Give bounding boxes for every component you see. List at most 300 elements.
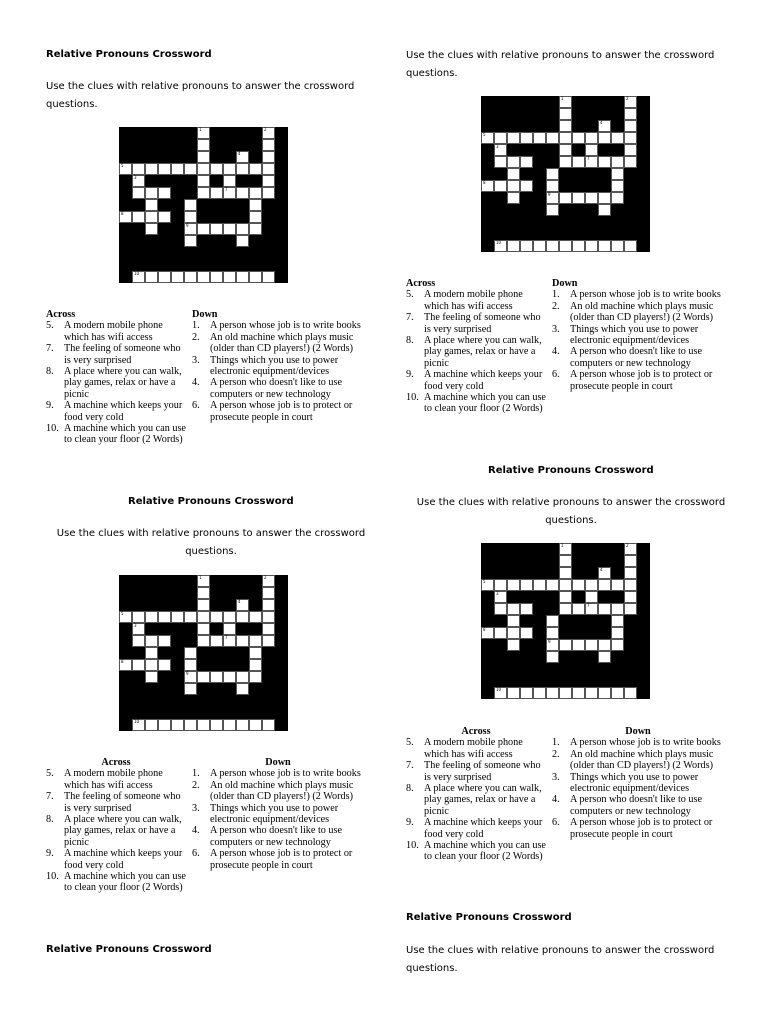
black-square	[481, 216, 494, 228]
answer-square[interactable]	[598, 156, 611, 168]
answer-square[interactable]	[533, 579, 546, 591]
answer-square[interactable]	[132, 719, 145, 731]
answer-square[interactable]	[481, 180, 494, 192]
answer-square[interactable]	[236, 235, 249, 247]
answer-square[interactable]	[184, 611, 197, 623]
black-square	[119, 623, 132, 635]
answer-square[interactable]	[262, 139, 275, 151]
answer-square[interactable]	[507, 192, 520, 204]
answer-square[interactable]	[559, 192, 572, 204]
answer-square[interactable]	[249, 659, 262, 671]
answer-square[interactable]	[197, 151, 210, 163]
answer-square[interactable]	[585, 687, 598, 699]
answer-square[interactable]	[494, 579, 507, 591]
answer-square[interactable]	[171, 719, 184, 731]
answer-square[interactable]	[223, 223, 236, 235]
black-square	[507, 543, 520, 555]
black-square	[507, 228, 520, 240]
answer-square[interactable]	[223, 187, 236, 199]
answer-square[interactable]	[559, 603, 572, 615]
black-square	[210, 587, 223, 599]
answer-square[interactable]	[171, 163, 184, 175]
answer-square[interactable]	[520, 156, 533, 168]
answer-square[interactable]	[262, 271, 275, 283]
answer-square[interactable]	[223, 635, 236, 647]
answer-square[interactable]	[119, 163, 132, 175]
answer-square[interactable]	[236, 719, 249, 731]
answer-square[interactable]	[520, 687, 533, 699]
answer-square[interactable]	[585, 192, 598, 204]
answer-square[interactable]	[585, 132, 598, 144]
answer-square[interactable]	[507, 180, 520, 192]
answer-square[interactable]	[585, 639, 598, 651]
answer-square[interactable]	[546, 651, 559, 663]
answer-square[interactable]	[145, 647, 158, 659]
answer-square[interactable]	[132, 175, 145, 187]
answer-square[interactable]	[598, 579, 611, 591]
clue-number: 3	[134, 175, 137, 180]
answer-square[interactable]	[494, 627, 507, 639]
answer-square[interactable]	[624, 144, 637, 156]
answer-square[interactable]	[145, 187, 158, 199]
black-square	[275, 659, 288, 671]
answer-square[interactable]	[249, 223, 262, 235]
answer-square[interactable]	[624, 132, 637, 144]
answer-square[interactable]	[184, 199, 197, 211]
answer-square[interactable]	[507, 627, 520, 639]
answer-square[interactable]	[572, 579, 585, 591]
answer-square[interactable]	[236, 635, 249, 647]
clue-text: Things which you use to power electronic equipment/devices	[570, 771, 699, 795]
answer-square[interactable]	[494, 180, 507, 192]
answer-square[interactable]	[249, 187, 262, 199]
answer-square[interactable]	[559, 132, 572, 144]
answer-square[interactable]	[249, 163, 262, 175]
answer-square[interactable]	[158, 271, 171, 283]
answer-square[interactable]	[572, 192, 585, 204]
answer-square[interactable]	[249, 211, 262, 223]
answer-square[interactable]	[507, 603, 520, 615]
black-square	[158, 671, 171, 683]
answer-square[interactable]	[559, 543, 572, 555]
answer-square[interactable]	[119, 659, 132, 671]
answer-square[interactable]	[494, 240, 507, 252]
answer-square[interactable]	[184, 271, 197, 283]
answer-square[interactable]	[533, 687, 546, 699]
answer-square[interactable]	[520, 180, 533, 192]
answer-square[interactable]	[262, 187, 275, 199]
answer-square[interactable]	[494, 603, 507, 615]
answer-square[interactable]	[132, 211, 145, 223]
black-square	[533, 567, 546, 579]
answer-square[interactable]	[585, 240, 598, 252]
black-square	[158, 623, 171, 635]
clue-number: 8	[121, 659, 124, 664]
answer-square[interactable]	[158, 211, 171, 223]
answer-square[interactable]	[145, 611, 158, 623]
answer-square[interactable]	[507, 687, 520, 699]
answer-square[interactable]	[132, 187, 145, 199]
answer-square[interactable]	[262, 611, 275, 623]
answer-square[interactable]	[145, 223, 158, 235]
answer-square[interactable]	[249, 611, 262, 623]
answer-square[interactable]	[624, 96, 637, 108]
black-square	[494, 639, 507, 651]
answer-square[interactable]	[507, 132, 520, 144]
black-square	[611, 204, 624, 216]
answer-square[interactable]	[624, 240, 637, 252]
black-square	[559, 180, 572, 192]
answer-square[interactable]	[611, 168, 624, 180]
answer-square[interactable]	[184, 719, 197, 731]
answer-square[interactable]	[507, 579, 520, 591]
answer-square[interactable]	[520, 579, 533, 591]
answer-square[interactable]	[132, 659, 145, 671]
answer-square[interactable]	[236, 187, 249, 199]
answer-square[interactable]	[197, 127, 210, 139]
answer-square[interactable]	[262, 635, 275, 647]
clue-number: 5	[121, 611, 124, 616]
answer-square[interactable]	[533, 132, 546, 144]
answer-square[interactable]	[184, 647, 197, 659]
answer-square[interactable]	[197, 587, 210, 599]
answer-square[interactable]	[611, 240, 624, 252]
answer-square[interactable]	[546, 639, 559, 651]
answer-square[interactable]	[598, 639, 611, 651]
answer-square[interactable]	[559, 96, 572, 108]
answer-square[interactable]	[210, 611, 223, 623]
answer-square[interactable]	[585, 603, 598, 615]
answer-square[interactable]	[585, 156, 598, 168]
answer-square[interactable]	[624, 579, 637, 591]
clue-number: 4	[238, 599, 241, 604]
answer-square[interactable]	[223, 671, 236, 683]
answer-square[interactable]	[624, 591, 637, 603]
answer-square[interactable]	[249, 271, 262, 283]
answer-square[interactable]	[132, 623, 145, 635]
answer-square[interactable]	[236, 151, 249, 163]
answer-square[interactable]	[507, 240, 520, 252]
answer-square[interactable]	[611, 687, 624, 699]
answer-square[interactable]	[520, 240, 533, 252]
answer-square[interactable]	[546, 240, 559, 252]
answer-square[interactable]	[507, 639, 520, 651]
black-square	[184, 635, 197, 647]
answer-square[interactable]	[611, 180, 624, 192]
answer-square[interactable]	[585, 144, 598, 156]
answer-square[interactable]	[236, 683, 249, 695]
answer-square[interactable]	[572, 687, 585, 699]
black-square	[275, 683, 288, 695]
answer-square[interactable]	[546, 615, 559, 627]
answer-square[interactable]	[611, 627, 624, 639]
black-square	[249, 235, 262, 247]
answer-square[interactable]	[223, 611, 236, 623]
black-square	[132, 151, 145, 163]
answer-square[interactable]	[559, 240, 572, 252]
answer-square[interactable]	[624, 543, 637, 555]
answer-square[interactable]	[197, 187, 210, 199]
answer-square[interactable]	[236, 163, 249, 175]
answer-square[interactable]	[171, 271, 184, 283]
answer-square[interactable]	[158, 719, 171, 731]
answer-square[interactable]	[249, 635, 262, 647]
answer-square[interactable]	[481, 627, 494, 639]
answer-square[interactable]	[598, 603, 611, 615]
answer-square[interactable]	[559, 591, 572, 603]
answer-square[interactable]	[145, 671, 158, 683]
answer-square[interactable]	[197, 575, 210, 587]
answer-square[interactable]	[223, 271, 236, 283]
answer-square[interactable]	[494, 591, 507, 603]
answer-square[interactable]	[598, 567, 611, 579]
black-square	[533, 96, 546, 108]
answer-square[interactable]	[158, 611, 171, 623]
answer-square[interactable]	[624, 120, 637, 132]
answer-square[interactable]	[520, 627, 533, 639]
answer-square[interactable]	[262, 623, 275, 635]
answer-square[interactable]	[262, 587, 275, 599]
answer-square[interactable]	[236, 223, 249, 235]
answer-square[interactable]	[611, 156, 624, 168]
answer-square[interactable]	[223, 719, 236, 731]
answer-square[interactable]	[624, 555, 637, 567]
answer-square[interactable]	[611, 639, 624, 651]
across-column	[406, 726, 546, 863]
answer-square[interactable]	[546, 132, 559, 144]
answer-square[interactable]	[119, 611, 132, 623]
answer-square[interactable]	[481, 132, 494, 144]
answer-square[interactable]	[546, 192, 559, 204]
answer-square[interactable]	[249, 719, 262, 731]
answer-square[interactable]	[210, 223, 223, 235]
answer-square[interactable]	[262, 175, 275, 187]
black-square	[275, 611, 288, 623]
answer-square[interactable]	[197, 139, 210, 151]
answer-square[interactable]	[145, 211, 158, 223]
black-square	[236, 623, 249, 635]
answer-square[interactable]	[223, 623, 236, 635]
black-square	[184, 695, 197, 707]
black-square	[598, 108, 611, 120]
answer-square[interactable]	[572, 132, 585, 144]
answer-square[interactable]	[559, 567, 572, 579]
answer-square[interactable]	[145, 719, 158, 731]
answer-square[interactable]	[158, 163, 171, 175]
answer-square[interactable]	[624, 156, 637, 168]
answer-square[interactable]	[210, 635, 223, 647]
answer-square[interactable]	[197, 611, 210, 623]
answer-square[interactable]	[507, 168, 520, 180]
answer-square[interactable]	[249, 647, 262, 659]
black-square	[481, 543, 494, 555]
answer-square[interactable]	[184, 659, 197, 671]
answer-square[interactable]	[132, 635, 145, 647]
answer-square[interactable]	[184, 235, 197, 247]
answer-square[interactable]	[611, 615, 624, 627]
clue-text: A modern mobile phone which has wifi access	[64, 320, 163, 343]
clue-text: A person whose job is to protect or prosecute people in court	[210, 848, 353, 871]
black-square	[275, 623, 288, 635]
answer-square[interactable]	[145, 659, 158, 671]
answer-square[interactable]	[249, 199, 262, 211]
answer-square[interactable]	[546, 579, 559, 591]
black-square	[481, 192, 494, 204]
across-clue	[406, 312, 546, 335]
answer-square[interactable]	[559, 555, 572, 567]
answer-square[interactable]	[507, 156, 520, 168]
answer-square[interactable]	[481, 579, 494, 591]
black-square	[249, 575, 262, 587]
black-square	[637, 216, 650, 228]
answer-square[interactable]	[132, 163, 145, 175]
black-square	[572, 567, 585, 579]
answer-square[interactable]	[494, 156, 507, 168]
answer-square[interactable]	[520, 603, 533, 615]
answer-square[interactable]	[494, 132, 507, 144]
clue-text: A person who doesn't like to use computers or new technology	[570, 346, 702, 369]
answer-square[interactable]	[158, 187, 171, 199]
answer-square[interactable]	[210, 671, 223, 683]
clue-text: The feeling of someone who is very surprised	[424, 760, 541, 783]
answer-square[interactable]	[119, 211, 132, 223]
answer-square[interactable]	[559, 579, 572, 591]
answer-square[interactable]	[546, 180, 559, 192]
answer-square[interactable]	[559, 156, 572, 168]
answer-square[interactable]	[262, 719, 275, 731]
answer-square[interactable]	[184, 683, 197, 695]
answer-square[interactable]	[559, 639, 572, 651]
black-square	[637, 663, 650, 675]
answer-square[interactable]	[236, 671, 249, 683]
answer-square[interactable]	[197, 599, 210, 611]
answer-square[interactable]	[158, 659, 171, 671]
answer-square[interactable]	[559, 144, 572, 156]
answer-square[interactable]	[624, 687, 637, 699]
answer-square[interactable]	[132, 271, 145, 283]
answer-square[interactable]	[624, 108, 637, 120]
answer-square[interactable]	[546, 687, 559, 699]
clue-text: A machine which you can use to clean your floor (2 Words)	[424, 392, 546, 415]
answer-square[interactable]	[598, 240, 611, 252]
answer-square[interactable]	[210, 719, 223, 731]
answer-square[interactable]	[520, 132, 533, 144]
answer-square[interactable]	[223, 163, 236, 175]
answer-square[interactable]	[184, 211, 197, 223]
black-square	[223, 707, 236, 719]
answer-square[interactable]	[611, 579, 624, 591]
answer-square[interactable]	[197, 623, 210, 635]
answer-square[interactable]	[559, 108, 572, 120]
answer-square[interactable]	[585, 579, 598, 591]
answer-square[interactable]	[197, 163, 210, 175]
answer-square[interactable]	[145, 271, 158, 283]
down-clue	[552, 289, 724, 300]
answer-square[interactable]	[572, 156, 585, 168]
black-square	[598, 627, 611, 639]
answer-square[interactable]	[494, 687, 507, 699]
black-square	[145, 247, 158, 259]
answer-square[interactable]	[611, 192, 624, 204]
answer-square[interactable]	[598, 204, 611, 216]
answer-square[interactable]	[611, 132, 624, 144]
answer-square[interactable]	[223, 175, 236, 187]
answer-square[interactable]	[158, 635, 171, 647]
answer-square[interactable]	[598, 132, 611, 144]
answer-square[interactable]	[559, 120, 572, 132]
answer-square[interactable]	[197, 223, 210, 235]
answer-square[interactable]	[598, 687, 611, 699]
answer-square[interactable]	[184, 223, 197, 235]
down-clue	[192, 332, 364, 355]
answer-square[interactable]	[145, 163, 158, 175]
answer-square[interactable]	[598, 192, 611, 204]
answer-square[interactable]	[197, 271, 210, 283]
answer-square[interactable]	[533, 240, 546, 252]
black-square	[494, 108, 507, 120]
answer-square[interactable]	[262, 599, 275, 611]
answer-square[interactable]	[262, 163, 275, 175]
answer-square[interactable]	[598, 120, 611, 132]
answer-square[interactable]	[236, 599, 249, 611]
answer-square[interactable]	[572, 240, 585, 252]
answer-square[interactable]	[572, 603, 585, 615]
black-square	[184, 175, 197, 187]
answer-square[interactable]	[210, 271, 223, 283]
answer-square[interactable]	[249, 671, 262, 683]
answer-square[interactable]	[197, 719, 210, 731]
answer-square[interactable]	[546, 627, 559, 639]
across-clue	[46, 814, 186, 848]
answer-square[interactable]	[507, 615, 520, 627]
clue-number: 9	[186, 223, 189, 228]
answer-square[interactable]	[171, 611, 184, 623]
answer-square[interactable]	[585, 591, 598, 603]
black-square	[559, 216, 572, 228]
answer-square[interactable]	[184, 671, 197, 683]
answer-square[interactable]	[262, 127, 275, 139]
answer-square[interactable]	[559, 687, 572, 699]
answer-square[interactable]	[494, 144, 507, 156]
clue-number: 10.	[406, 840, 419, 852]
answer-square[interactable]	[546, 204, 559, 216]
answer-square[interactable]	[145, 199, 158, 211]
answer-square[interactable]	[624, 603, 637, 615]
answer-square[interactable]	[210, 163, 223, 175]
answer-square[interactable]	[210, 187, 223, 199]
answer-square[interactable]	[197, 175, 210, 187]
answer-square[interactable]	[598, 651, 611, 663]
answer-square[interactable]	[262, 575, 275, 587]
answer-square[interactable]	[197, 671, 210, 683]
black-square	[262, 199, 275, 211]
answer-square[interactable]	[197, 635, 210, 647]
down-clue	[192, 377, 364, 400]
answer-square[interactable]	[145, 635, 158, 647]
answer-square[interactable]	[572, 639, 585, 651]
answer-square[interactable]	[132, 611, 145, 623]
answer-square[interactable]	[611, 603, 624, 615]
answer-square[interactable]	[624, 567, 637, 579]
answer-square[interactable]	[236, 611, 249, 623]
answer-square[interactable]	[236, 271, 249, 283]
answer-square[interactable]	[546, 168, 559, 180]
black-square	[546, 663, 559, 675]
answer-square[interactable]	[184, 163, 197, 175]
down-clue	[192, 320, 364, 331]
answer-square[interactable]	[262, 151, 275, 163]
black-square	[546, 543, 559, 555]
